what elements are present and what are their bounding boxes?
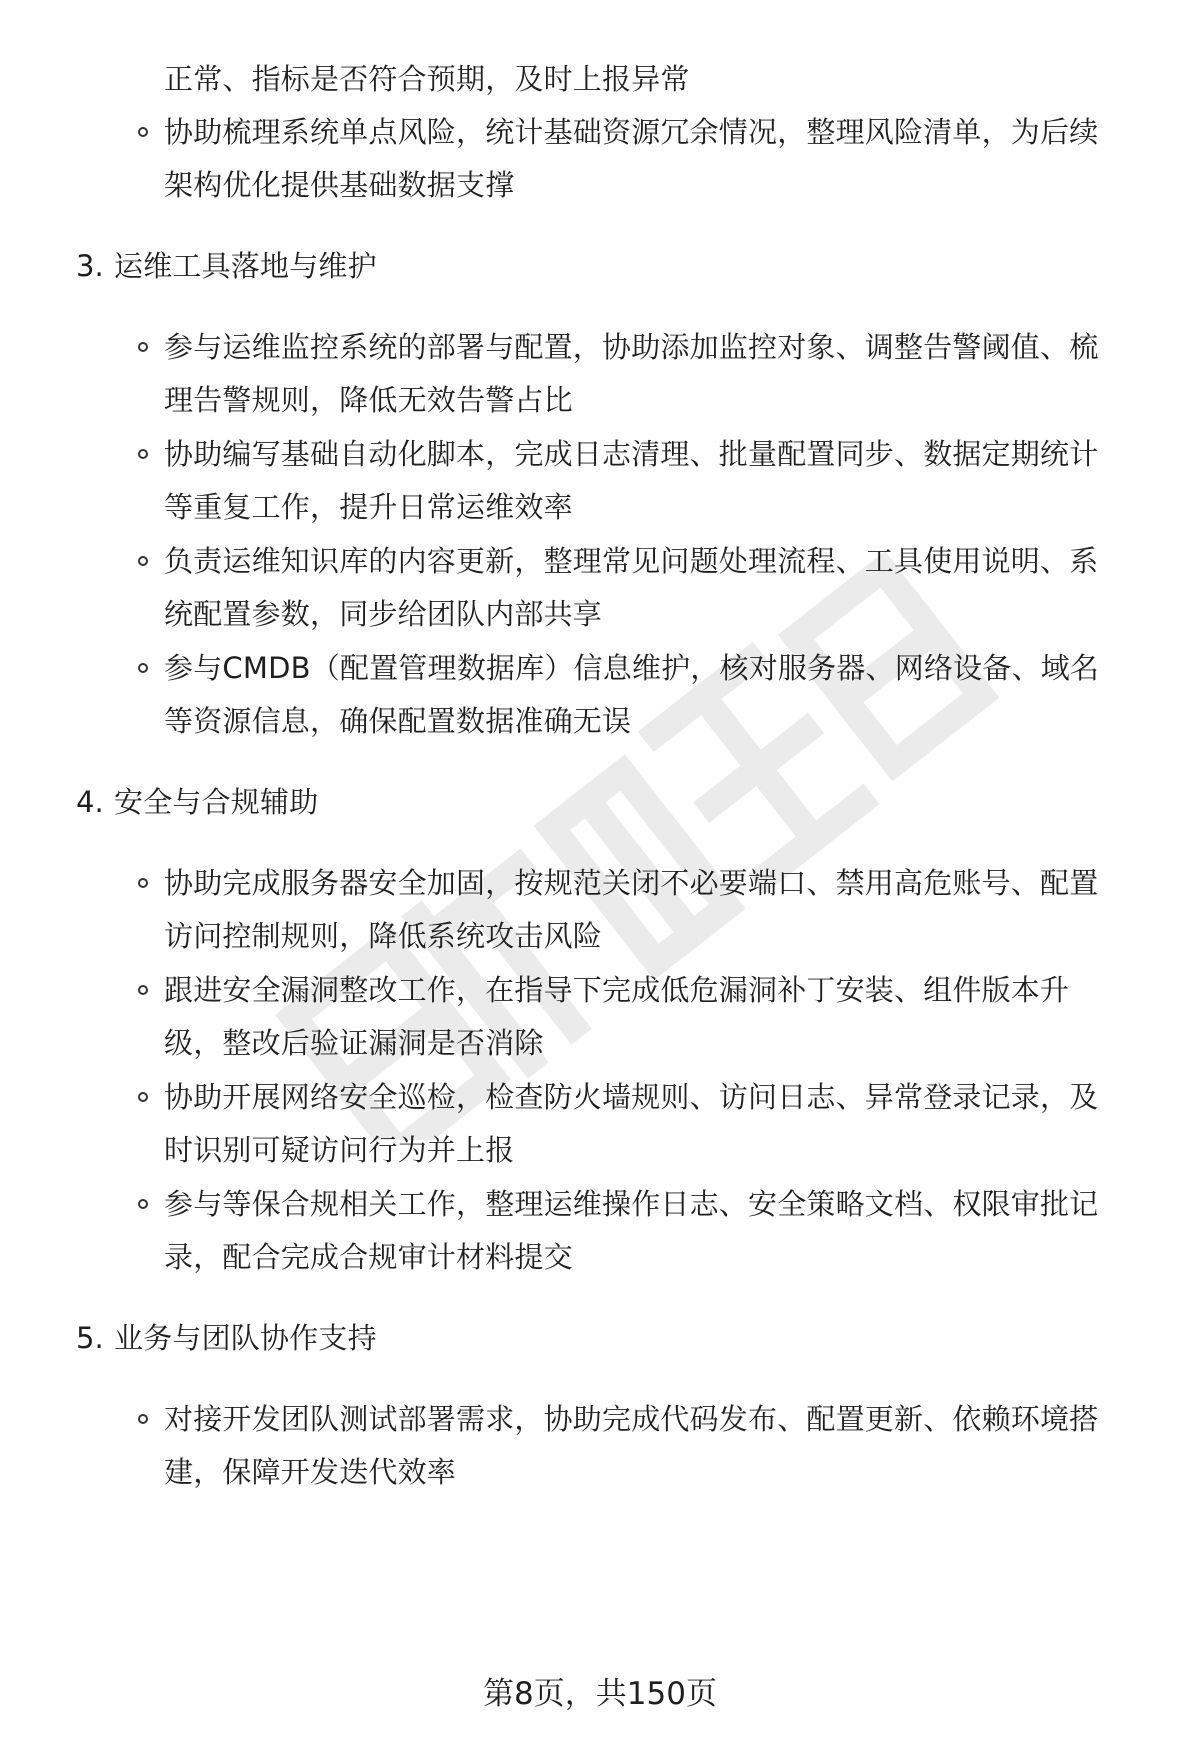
bullet-text: 参与等保合规相关工作，整理运维操作日志、安全策略文档、权限审批记 xyxy=(164,1187,1099,1221)
bullet-text: 统配置参数，同步给团队内部共享 xyxy=(164,597,603,631)
bullet-text: 建，保障开发迭代效率 xyxy=(164,1455,457,1489)
paragraph-line: 正常、指标是否符合预期，及时上报异常 xyxy=(164,62,690,96)
section-number: 3. xyxy=(76,249,104,283)
section-number: 4. xyxy=(76,785,104,819)
bullet-text: 参与CMDB（配置管理数据库）信息维护，核对服务器、网络设备、域名 xyxy=(164,651,1100,685)
bullet-text: 等资源信息，确保配置数据准确无误 xyxy=(164,704,632,738)
bullet-circle-icon xyxy=(138,878,148,888)
bullet-text: 时识别可疑访问行为并上报 xyxy=(164,1133,515,1167)
bullet-text: 跟进安全漏洞整改工作，在指导下完成低危漏洞补丁安装、组件版本升 xyxy=(164,973,1070,1007)
section-heading: 业务与团队协作支持 xyxy=(114,1321,377,1355)
bullet-text: 参与运维监控系统的部署与配置，协助添加监控对象、调整告警阈值、梳 xyxy=(164,330,1099,364)
bullet-circle-icon xyxy=(138,556,148,566)
section-heading: 安全与合规辅助 xyxy=(114,785,319,819)
bullet-text: 协助梳理系统单点风险，统计基础资源冗余情况，整理风险清单，为后续 xyxy=(164,115,1099,149)
bullet-text: 负责运维知识库的内容更新，整理常见问题处理流程、工具使用说明、系 xyxy=(164,544,1099,578)
bullet-circle-icon xyxy=(138,1199,148,1209)
bullet-text: 等重复工作，提升日常运维效率 xyxy=(164,490,573,524)
bullet-circle-icon xyxy=(138,342,148,352)
section-heading: 运维工具落地与维护 xyxy=(114,249,377,283)
bullet-text: 理告警规则，降低无效告警占比 xyxy=(164,383,573,417)
bullet-circle-icon xyxy=(138,1414,148,1424)
bullet-text: 级，整改后验证漏洞是否消除 xyxy=(164,1026,544,1060)
bullet-circle-icon xyxy=(138,449,148,459)
bullet-text: 录，配合完成合规审计材料提交 xyxy=(164,1240,573,1274)
bullet-text: 架构优化提供基础数据支撑 xyxy=(164,168,515,202)
bullet-text: 协助完成服务器安全加固，按规范关闭不必要端口、禁用高危账号、配置 xyxy=(164,866,1099,900)
bullet-circle-icon xyxy=(138,663,148,673)
bullet-text: 对接开发团队测试部署需求，协助完成代码发布、配置更新、依赖环境搭 xyxy=(164,1402,1099,1436)
bullet-circle-icon xyxy=(138,985,148,995)
bullet-circle-icon xyxy=(138,127,148,137)
bullet-text: 访问控制规则，降低系统攻击风险 xyxy=(164,919,603,953)
bullet-text: 协助编写基础自动化脚本，完成日志清理、批量配置同步、数据定期统计 xyxy=(164,437,1099,471)
bullet-circle-icon xyxy=(138,1092,148,1102)
page-number: 第8页，共150页 xyxy=(483,1676,717,1712)
bullet-text: 协助开展网络安全巡检，检查防火墙规则、访问日志、异常登录记录，及 xyxy=(164,1080,1099,1114)
section-number: 5. xyxy=(76,1321,104,1355)
